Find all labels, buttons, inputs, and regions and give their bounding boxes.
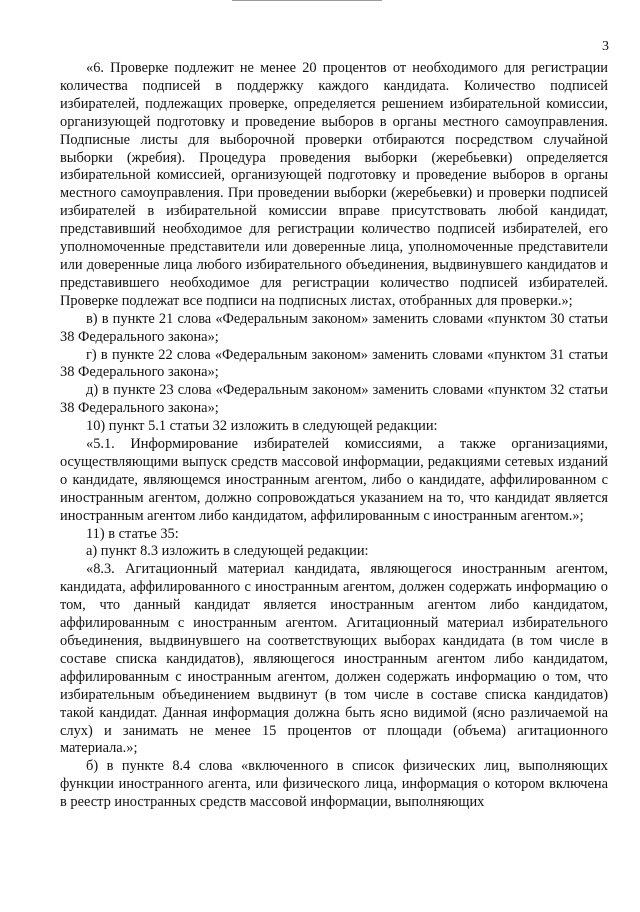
paragraph-item-10: 10) пункт 5.1 статьи 32 изложить в следующей редакции: <box>86 418 438 435</box>
paragraph-item-11: 11) в статье 35: <box>86 525 179 542</box>
paragraph-subitem-b: б) в пункте 8.4 слова «включенного в список физических лиц, выполняющих функции иностранного агента, или физического лица, информация о котором включена в реестр иностранных средств массовой информации, выполняющих <box>60 758 608 811</box>
paragraph-subitem-g: г) в пункте 22 слова «Федеральным законом» заменить словами «пунктом 31 статьи 38 Федерального закона»; <box>60 346 608 381</box>
paragraph-subitem-d: д) в пункте 23 слова «Федеральным законом» заменить словами «пунктом 32 статьи 38 Федерального закона»; <box>60 382 608 417</box>
page-number: 3 <box>602 39 609 54</box>
paragraph-item-5-1: «5.1. Информирование избирателей комиссиями, а также организациями, осуществляющими выпуск средств массовой информации, редакциями сетевых изданий о кандидате, являющемся иностранным агентом, либо о кандидате, аффилированном с иностранным агентом, должно сопровождаться указанием на то, что кандидат является иностранным агентом либо кандидатом, аффилированным с иностранным агентом.»; <box>60 436 608 524</box>
paragraph-item-6: «6. Проверке подлежит не менее 20 процентов от необходимого для регистрации количества подписей в поддержку каждого кандидата. Количество подписей избирателей, подлежащих проверке, определяется решением избирательной комиссии, организующей подготовку и проведение выборов в органы местного самоуправления. Подписные листы для выборочной проверки отбираются посредством случайной выборки (жребия). Процедура проведения выборки (жеребьевки) определяется избирательной комиссией, организующей подготовку и проведение выборов в органы местного самоуправления. При проведении выборки (жеребьевки) и проверки подписей избирателей в избирательной комиссии вправе присутствовать любой кандидат, представивший необходимое для регистрации количество подписей избирателей, его уполномоченные представители или доверенные лица, уполномоченные представители или доверенные лица любого избирательного объединения, выдвинувшего кандидатов и представившего необходимое для регистрации количество подписей избирателей. Проверке подлежат все подписи на подписных листах, отобранных для проверки.»; <box>60 60 608 309</box>
top-rule <box>232 0 382 1</box>
document-body <box>60 60 608 812</box>
paragraph-subitem-v: в) в пункте 21 слова «Федеральным законом» заменить словами «пунктом 30 статьи 38 Федерального закона»; <box>60 310 608 345</box>
paragraph-item-8-3: «8.3. Агитационный материал кандидата, являющегося иностранным агентом, кандидата, аффилированного с иностранным агентом, должен содержать информацию о том, что данный кандидат является иностранным агентом либо кандидатом, аффилированным с иностранным агентом. Агитационный материал избирательного объединения, выдвинувшего на соответствующих выборах кандидата (в том числе в составе списка кандидатов), являющегося иностранным агентом либо кандидатом, аффилированным с иностранным агентом, должен содержать информацию о том, что избирательным объединением выдвинут (в том числе в составе списка кандидатов) такой кандидат. Данная информация должна быть ясно видимой (ясно различаемой на слух) и занимать не менее 15 процентов от площади (объема) агитационного материала.»; <box>60 561 608 757</box>
paragraph-subitem-a: а) пункт 8.3 изложить в следующей редакции: <box>86 543 369 560</box>
